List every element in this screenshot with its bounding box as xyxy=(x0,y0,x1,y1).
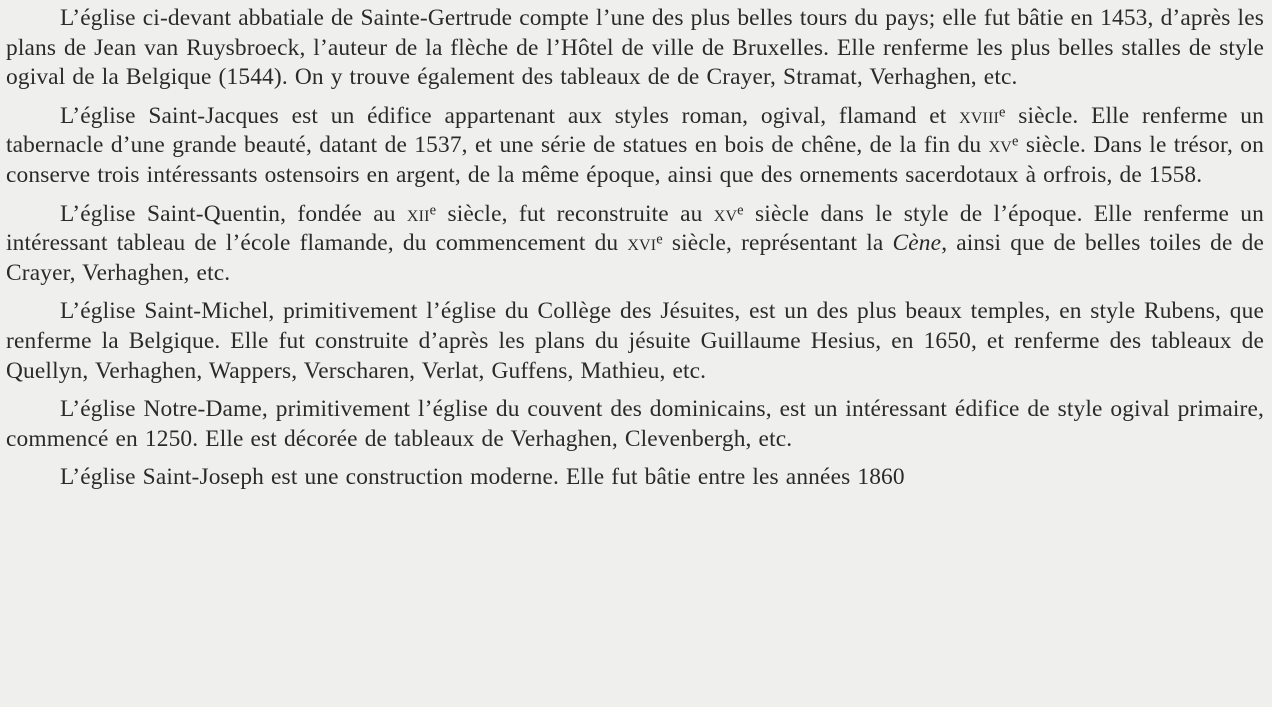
text-segment: siècle, représentant la xyxy=(662,230,893,257)
text-segment: siècle. Dans le trésor, on conserve trois intéressants ostensoirs en argent, de la même époque, ainsi que des ornements sacerdotaux à orfrois, de 1558. xyxy=(6,132,1264,188)
page-text xyxy=(6,4,1264,493)
superscript: e xyxy=(656,231,663,248)
superscript: e xyxy=(1011,133,1019,150)
century-numeral: xii xyxy=(406,200,430,227)
century-numeral: xvi xyxy=(627,230,657,257)
century-numeral: xv xyxy=(713,200,738,227)
superscript: e xyxy=(737,202,744,219)
italic-title: Cène xyxy=(892,230,942,257)
paragraph-saint-jacques xyxy=(6,102,1264,191)
paragraph-saint-michel xyxy=(6,297,1264,386)
text-segment: siècle dans le style de l’époque. Elle renferme un intéressant tableau de l’école flamande, du commencement du xyxy=(6,200,1264,257)
text-segment: L’église Saint-Jacques est un édifice appartenant aux styles roman, ogival, flamand et xyxy=(60,102,960,129)
century-numeral: xv xyxy=(988,132,1012,159)
text-segment: , ainsi que de belles toiles de de Crayer, Verhaghen, etc. xyxy=(6,230,1264,286)
text-segment: L’église Saint-Quentin, fondée au xyxy=(60,200,407,227)
text-segment: siècle. Elle renferme un tabernacle d’une grande beauté, datant de 1537, et une série de statues en bois de chêne, de la fin du xyxy=(6,102,1264,159)
paragraph-saint-joseph xyxy=(6,463,1264,493)
text-segment: L’église Saint-Joseph est une construction moderne. Elle fut bâtie entre les années 1860 xyxy=(60,464,905,491)
superscript: e xyxy=(998,104,1006,121)
text-segment: L’église Notre-Dame, primitivement l’église du couvent des dominicains, est un intéressant édifice de style ogival primaire, commencé en 1250. Elle est décorée de tableaux de Verhaghen, Clevenbergh, etc. xyxy=(6,396,1264,452)
text-segment: L’église Saint-Michel, primitivement l’église du Collège des Jésuites, est un des plus beaux temples, en style Rubens, que renferme la Belgique. Elle fut construite d’après les plans du jésuite Guillaume Hesius, en 1650, et renferme des tableaux de Quellyn, Verhaghen, Wappers, Verscharen, Verlat, Guffens, Mathieu, etc. xyxy=(6,298,1264,384)
century-numeral: xviii xyxy=(959,102,999,129)
text-segment: L’église ci-devant abbatiale de Sainte-Gertrude compte l’une des plus belles tours du pays; elle fut bâtie en 1453, d’après les plans de Jean van Ruysbroeck, l’auteur de la flèche de l’Hôtel de ville de Bruxelles. Elle renferme les plus belles stalles de style ogival de la Belgique (1544). On y trouve également des tableaux de de Crayer, Stramat, Verhaghen, etc. xyxy=(6,5,1264,91)
paragraph-saint-quentin xyxy=(6,200,1264,289)
paragraph-notre-dame xyxy=(6,395,1264,454)
paragraph-sainte-gertrude xyxy=(6,4,1264,93)
text-segment: siècle, fut reconstruite au xyxy=(436,200,714,227)
superscript: e xyxy=(429,202,437,219)
